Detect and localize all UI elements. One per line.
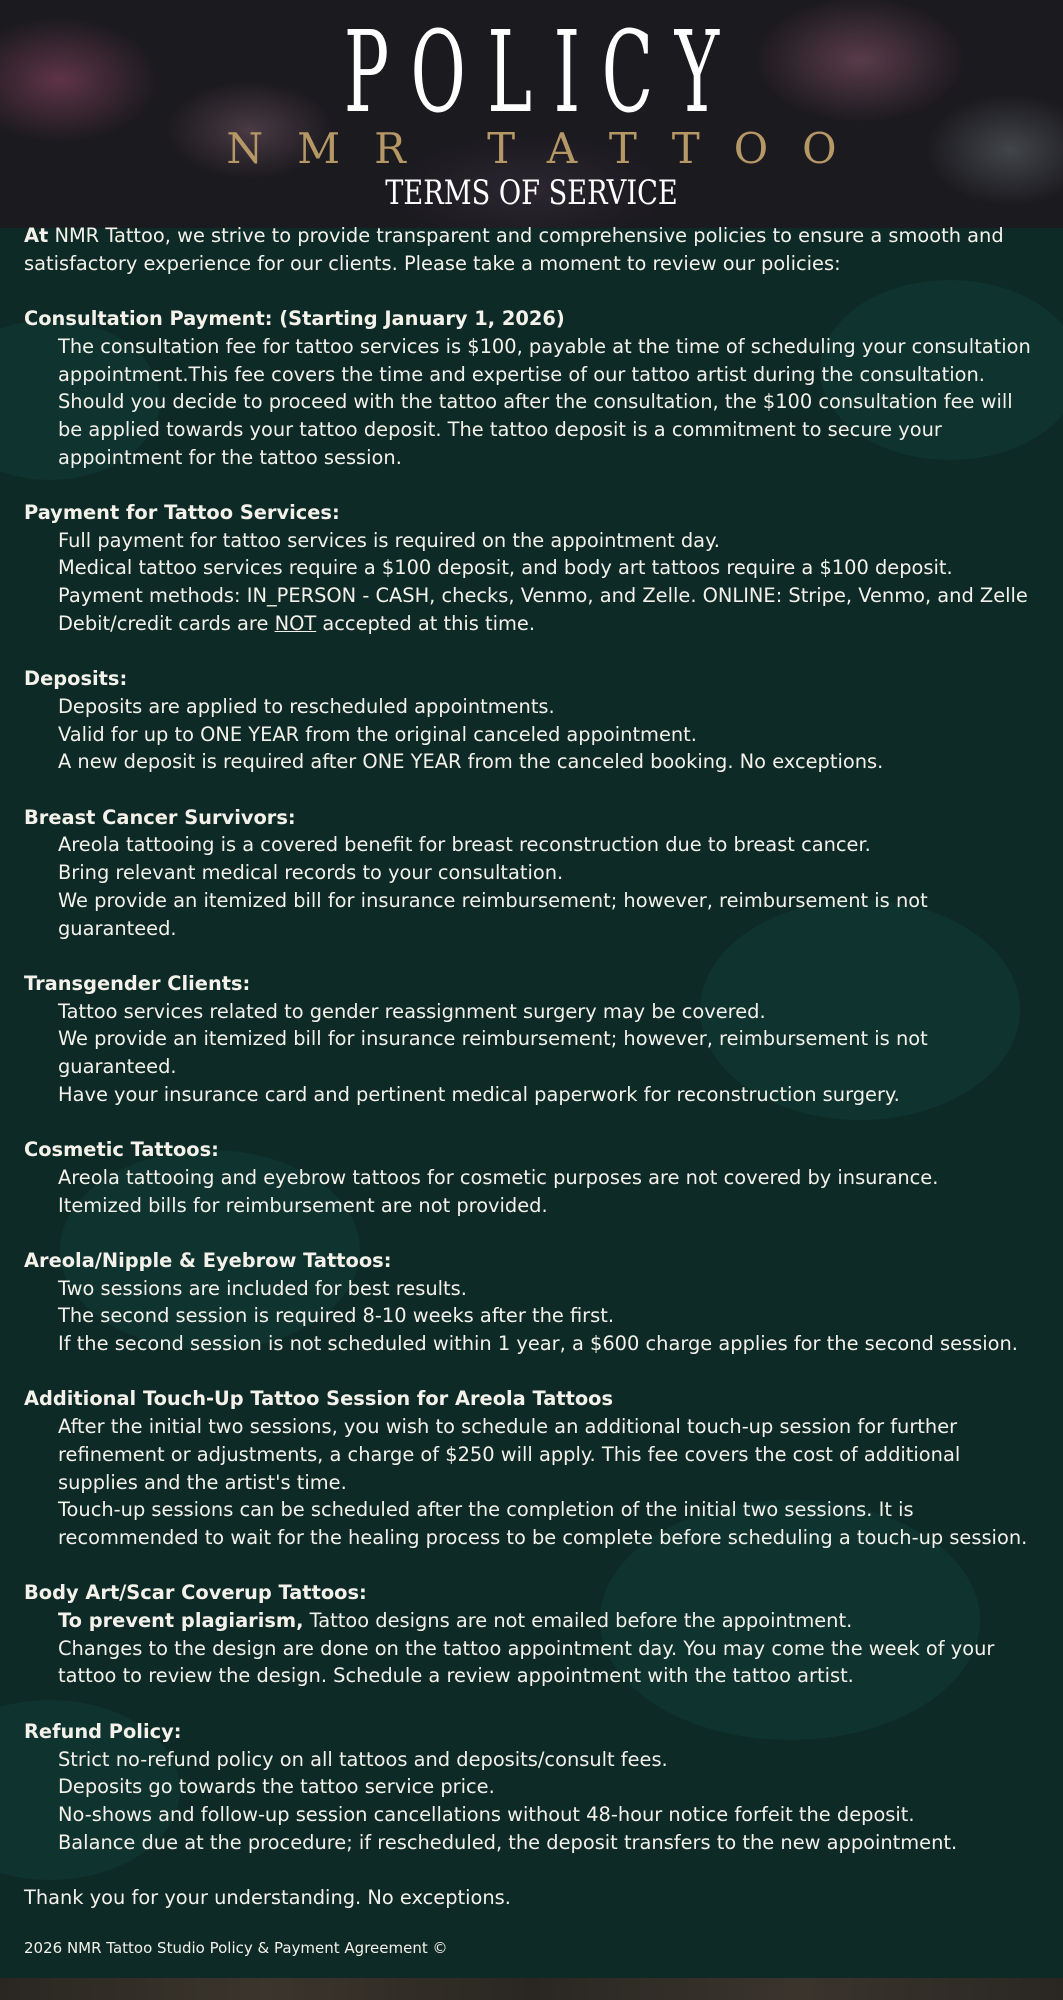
policy-line — [24, 1607, 1042, 1635]
policy-line: Strict no-refund policy on all tattoos and deposits/consult fees. — [58, 1747, 668, 1771]
policy-line: Deposits are applied to rescheduled appointments. — [58, 694, 555, 718]
policy-line: If the second session is not scheduled within 1 year, a $600 charge applies for the second session. — [58, 1332, 1018, 1356]
intro-text: NMR Tattoo, we strive to provide transparent and comprehensive policies to ensure a smooth and — [48, 224, 1004, 247]
policy-line: Should you decide to proceed with the tattoo after the consultation, the $100 consultation fee will — [58, 390, 1013, 414]
policy-line: be applied towards your tattoo deposit. The tattoo deposit is a commitment to secure your — [58, 417, 942, 441]
section-heading-cosmetic: Cosmetic Tattoos: — [24, 1138, 219, 1162]
intro-lead: At — [24, 224, 49, 247]
policy-line: Touch-up sessions can be scheduled after the completion of the initial two sessions. It is — [58, 1498, 914, 1522]
copyright-footer: 2026 NMR Tattoo Studio Policy & Payment Agreement © — [24, 1939, 448, 1957]
bottom-image-strip — [0, 1978, 1063, 2000]
page-subtitle: TERMS OF SERVICE — [385, 173, 678, 213]
policy-line: No-shows and follow-up session cancellations without 48-hour notice forfeit the deposit. — [58, 1802, 915, 1826]
policy-line: supplies and the artist's time. — [58, 1470, 347, 1494]
closing-statement: Thank you for your understanding. No exceptions. — [24, 1886, 511, 1910]
section-heading-areola-eyebrow: Areola/Nipple & Eyebrow Tattoos: — [24, 1248, 392, 1272]
section-heading-consultation: Consultation Payment: (Starting January 1, 2026) — [24, 307, 565, 331]
policy-line: guaranteed. — [58, 1055, 177, 1079]
cards-prefix: Debit/credit cards are — [58, 611, 275, 635]
policy-line: appointment.This fee covers the time and expertise of our tattoo artist during the consultation. — [58, 362, 985, 386]
section-heading-payment: Payment for Tattoo Services: — [24, 501, 340, 524]
policy-line: Tattoo services related to gender reassignment surgery may be covered. — [58, 999, 766, 1023]
policy-line: appointment for the tattoo session. — [58, 445, 402, 469]
policy-line: Medical tattoo services require a $100 deposit, and body art tattoos require a $100 deposit. — [58, 556, 953, 580]
policy-body — [24, 222, 1042, 1912]
policy-line: Have your insurance card and pertinent medical paperwork for reconstruction surgery. — [58, 1082, 900, 1106]
policy-line: Changes to the design are done on the tattoo appointment day. You may come the week of your — [58, 1636, 995, 1660]
section-heading-deposits: Deposits: — [24, 667, 128, 691]
policy-line: The second session is required 8-10 weeks after the first. — [58, 1304, 615, 1328]
policy-line: Areola tattooing and eyebrow tattoos for cosmetic purposes are not covered by insurance. — [58, 1165, 939, 1189]
section-heading-breast-cancer: Breast Cancer Survivors: — [24, 805, 296, 829]
cards-suffix: accepted at this time. — [316, 611, 535, 635]
section-heading-refund: Refund Policy: — [24, 1719, 182, 1743]
policy-line: A new deposit is required after ONE YEAR from the canceled booking. No exceptions. — [58, 750, 884, 774]
policy-line: recommended to wait for the healing process to be complete before scheduling a touch-up session. — [58, 1525, 1028, 1549]
cards-not-emphasis: NOT — [274, 611, 317, 635]
policy-line: Two sessions are included for best results. — [58, 1276, 467, 1300]
policy-line: Balance due at the procedure; if rescheduled, the deposit transfers to the new appointment. — [58, 1830, 958, 1854]
policy-line: refinement or adjustments, a charge of $250 will apply. This fee covers the cost of additional — [58, 1442, 961, 1466]
intro-text: satisfactory experience for our clients. Please take a moment to review our policies: — [24, 251, 841, 275]
section-heading-touch-up: Additional Touch-Up Tattoo Session for Areola Tattoos — [24, 1387, 614, 1411]
policy-line: Payment methods: IN_PERSON - CASH, checks, Venmo, and Zelle. ONLINE: Stripe, Venmo, and Zelle — [58, 584, 1028, 608]
policy-line: Bring relevant medical records to your consultation. — [58, 861, 564, 885]
intro-paragraph — [24, 222, 1042, 250]
policy-line: Valid for up to ONE YEAR from the original canceled appointment. — [58, 722, 697, 746]
policy-line: We provide an itemized bill for insurance reimbursement; however, reimbursement is not — [58, 888, 928, 912]
policy-line: Full payment for tattoo services is required on the appointment day. — [58, 528, 720, 552]
policy-line: We provide an itemized bill for insurance reimbursement; however, reimbursement is not — [58, 1027, 928, 1051]
policy-line: After the initial two sessions, you wish to schedule an additional touch-up session for further — [58, 1415, 958, 1439]
studio-name: NMR TATTOO — [226, 124, 871, 173]
section-heading-transgender: Transgender Clients: — [24, 971, 251, 995]
policy-line: Areola tattooing is a covered benefit for breast reconstruction due to breast cancer. — [58, 833, 871, 857]
policy-line: tattoo to review the design. Schedule a review appointment with the tattoo artist. — [58, 1664, 854, 1688]
policy-line: Itemized bills for reimbursement are not provided. — [58, 1193, 548, 1217]
page-title: POLICY — [343, 8, 741, 138]
policy-line — [24, 610, 1042, 638]
plagiarism-text: Tattoo designs are not emailed before the appointment. — [303, 1609, 853, 1633]
header-banner — [0, 0, 1063, 228]
policy-line: guaranteed. — [58, 916, 177, 940]
section-heading-body-art: Body Art/Scar Coverup Tattoos: — [24, 1581, 367, 1605]
policy-line: Deposits go towards the tattoo service price. — [58, 1775, 495, 1799]
policy-line: The consultation fee for tattoo services is $100, payable at the time of scheduling your consultation — [58, 334, 1031, 358]
plagiarism-emphasis: To prevent plagiarism, — [58, 1609, 304, 1633]
